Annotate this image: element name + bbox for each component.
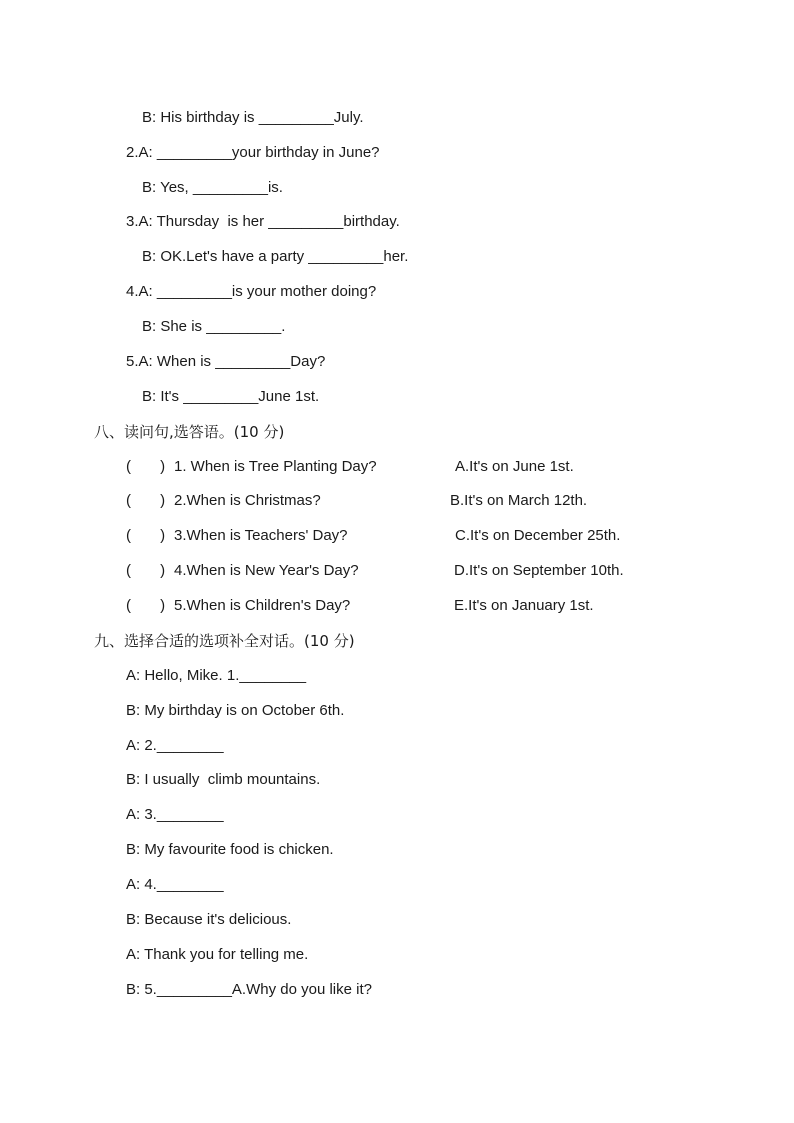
s9-line-6: B: My favourite food is chicken. — [126, 841, 334, 858]
s9-line-5: A: 3.________ — [126, 806, 224, 823]
s9-line-9: A: Thank you for telling me. — [126, 946, 309, 963]
s7-line-4: 3.A: Thursday is her _________birthday. — [126, 213, 400, 230]
s7-line-1: B: His birthday is _________July. — [142, 109, 364, 126]
question-text: 1. When is Tree Planting Day? — [174, 458, 377, 475]
answer-option: E.It's on January 1st. — [454, 597, 594, 614]
answer-blank[interactable]: ( ) — [126, 527, 166, 544]
s7-line-2: 2.A: _________your birthday in June? — [126, 144, 380, 161]
s9-line-4: B: I usually climb mountains. — [126, 771, 321, 788]
s7-line-3: B: Yes, _________is. — [142, 179, 283, 196]
answer-option: A.It's on June 1st. — [455, 458, 574, 475]
s7-line-6: 4.A: _________is your mother doing? — [126, 283, 377, 300]
answer-option: D.It's on September 10th. — [454, 562, 624, 579]
answer-blank[interactable]: ( ) — [126, 597, 166, 614]
question-text: 5.When is Children's Day? — [174, 597, 351, 614]
answer-option: B.It's on March 12th. — [450, 492, 588, 509]
section9-heading: 九、选择合适的选项补全对话。(10 分) — [94, 632, 355, 650]
s9-line-2: B: My birthday is on October 6th. — [126, 702, 345, 719]
s7-line-9: B: It's _________June 1st. — [142, 388, 320, 405]
answer-blank[interactable]: ( ) — [126, 492, 166, 509]
s7-line-8: 5.A: When is _________Day? — [126, 353, 326, 370]
s9-line-8: B: Because it's delicious. — [126, 911, 292, 928]
answer-option: C.It's on December 25th. — [455, 527, 621, 544]
answer-blank[interactable]: ( ) — [126, 562, 166, 579]
question-text: 2.When is Christmas? — [174, 492, 321, 509]
question-text: 3.When is Teachers' Day? — [174, 527, 348, 544]
section8-heading: 八、读问句,选答语。(10 分) — [94, 423, 285, 441]
answer-blank[interactable]: ( ) — [126, 458, 166, 475]
question-text: 4.When is New Year's Day? — [174, 562, 359, 579]
s9-line-1: A: Hello, Mike. 1.________ — [126, 667, 307, 684]
s7-line-5: B: OK.Let's have a party _________her. — [142, 248, 409, 265]
s9-line-7: A: 4.________ — [126, 876, 224, 893]
s9-line-10: B: 5._________A.Why do you like it? — [126, 981, 372, 998]
s7-line-7: B: She is _________. — [142, 318, 286, 335]
s9-line-3: A: 2.________ — [126, 737, 224, 754]
